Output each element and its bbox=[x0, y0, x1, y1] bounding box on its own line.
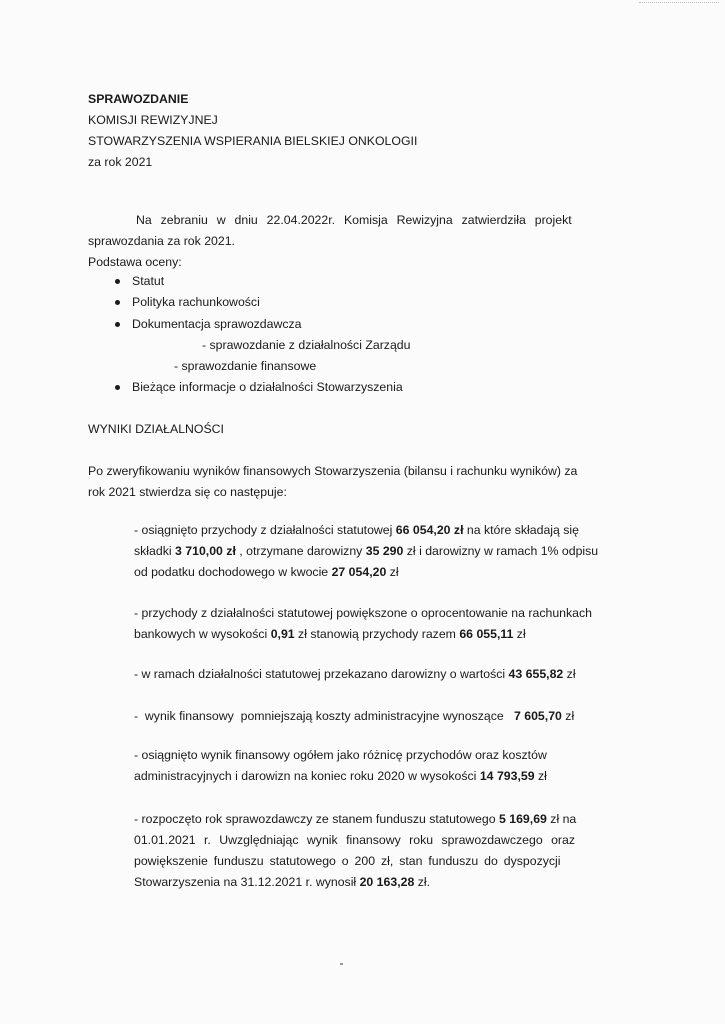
p1-line-1: - osiągnięto przychody z działalności statutowej 66 054,20 zł na które składają się bbox=[134, 523, 580, 537]
scan-edge-mark bbox=[639, 2, 719, 3]
bullet-icon bbox=[115, 322, 120, 327]
report-title: SPRAWOZDANIE bbox=[88, 92, 189, 106]
p2-line-1: - przychody z działalności statutowej powiększone o oprocentowanie na rachunkach bbox=[134, 606, 592, 620]
bullet-icon bbox=[115, 279, 120, 284]
p1-line-2: składki 3 710,00 zł , otrzymane darowizny 35 290 zł i darowizny w ramach 1% odpisu bbox=[134, 544, 599, 558]
intro-line-1: Na zebraniu w dniu 22.04.2022r. Komisja Rewizyjna zatwierdziła projekt bbox=[136, 213, 572, 227]
p6-line-4: Stowarzyszenia na 31.12.2021 r. wynosił 20 163,28 zł. bbox=[134, 875, 431, 889]
p5-line-1: - osiągnięto wynik finansowy ogółem jako różnicę przychodów oraz kosztów bbox=[134, 748, 547, 762]
p6-line-1: - rozpoczęto rok sprawozdawczy ze stanem funduszu statutowego 5 169,69 zł na bbox=[134, 812, 577, 826]
basis-item-reporting-docs: Dokumentacja sprawozdawcza bbox=[132, 317, 302, 331]
p3-line-1: - w ramach działalności statutowej przekazano darowizny o wartości 43 655,82 zł bbox=[134, 667, 576, 681]
basis-subitem-board-report: - sprawozdanie z działalności Zarządu bbox=[202, 338, 411, 352]
intro-line-2: sprawozdania za rok 2021. bbox=[88, 234, 235, 248]
scan-speck bbox=[340, 963, 343, 965]
p5-line-2: administracyjnych i darowizn na koniec roku 2020 w wysokości 14 793,59 zł bbox=[134, 769, 547, 783]
basis-item-accounting-policy: Polityka rachunkowości bbox=[132, 295, 260, 309]
bullet-icon bbox=[115, 300, 120, 305]
results-heading: WYNIKI DZIAŁALNOŚCI bbox=[88, 422, 224, 436]
basis-item-current-info: Bieżące informacje o działalności Stowarzyszenia bbox=[132, 380, 403, 394]
basis-label: Podstawa oceny: bbox=[88, 255, 182, 269]
basis-subitem-financial-report: - sprawozdanie finansowe bbox=[174, 359, 317, 373]
p1-line-3: od podatku dochodowego w kwocie 27 054,20 zł bbox=[134, 565, 399, 579]
p6-line-3: powiększenie funduszu statutowego o 200 zł, stan funduszu do dyspozycji bbox=[134, 854, 561, 868]
report-subtitle-association: STOWARZYSZENIA WSPIERANIA BIELSKIEJ ONKOLOGII bbox=[88, 134, 418, 148]
p4-line-1: - wynik finansowy pomniejszają koszty administracyjne wynoszące 7 605,70 zł bbox=[134, 709, 575, 723]
bullet-icon bbox=[115, 385, 120, 390]
report-year: za rok 2021 bbox=[88, 155, 153, 169]
results-intro-line-2: rok 2021 stwierdza się co następuje: bbox=[88, 485, 287, 499]
p6-line-2: 01.01.2021 r. Uwzględniając wynik finansowy roku sprawozdawczego oraz bbox=[134, 833, 576, 847]
report-subtitle-committee: KOMISJI REWIZYJNEJ bbox=[88, 113, 218, 127]
results-intro-line-1: Po zweryfikowaniu wyników finansowych Stowarzyszenia (bilansu i rachunku wyników) za bbox=[88, 464, 578, 478]
basis-item-statut: Statut bbox=[132, 274, 165, 288]
p2-line-2: bankowych w wysokości 0,91 zł stanowią przychody razem 66 055,11 zł bbox=[134, 627, 526, 641]
